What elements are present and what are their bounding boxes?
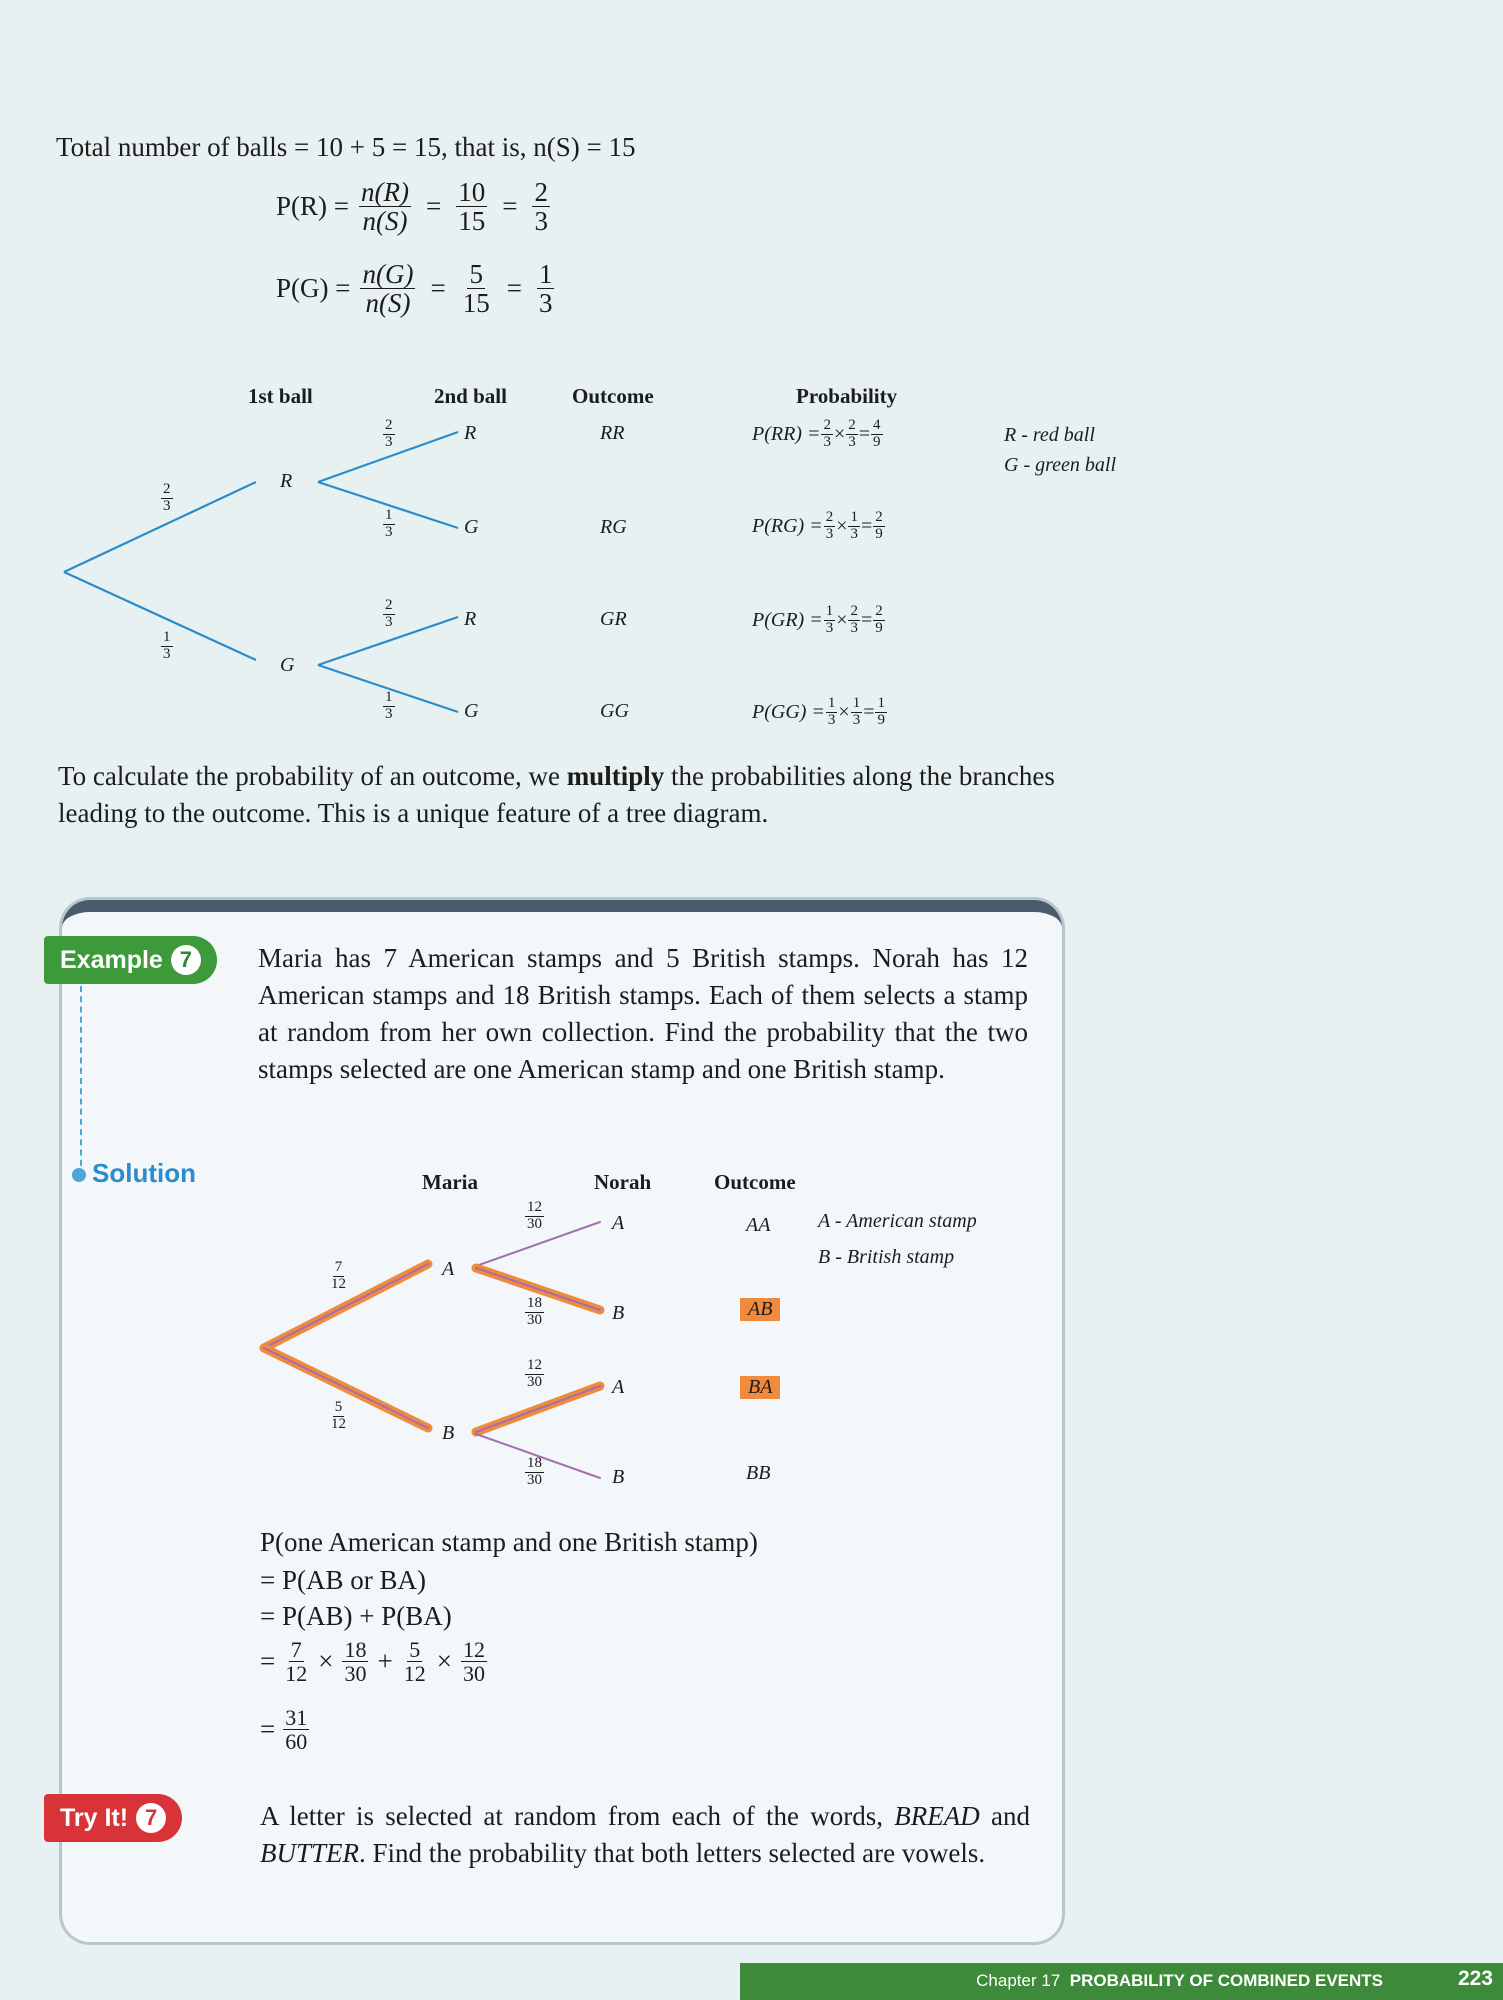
legend-green-ball: G - green ball <box>1004 454 1117 476</box>
legend-american: A - American stamp <box>818 1210 977 1232</box>
branch-prob-rg: $\frac{1}{3}$ <box>385 507 393 540</box>
branch-prob-rr: $\frac{2}{3}$ <box>385 417 393 450</box>
header-outcome: Outcome <box>572 384 654 408</box>
pr-frac-1: $\frac{n(R)}{n(S)}$ <box>360 177 409 237</box>
header-2nd-ball: 2nd ball <box>434 384 507 408</box>
row1-probability: P(RR) = $\frac{2}{3}$ × $\frac{2}{3}$ = $\frac{4}{9}$ <box>752 417 881 450</box>
node-g: G <box>280 654 295 676</box>
row2-probability: P(RG) = $\frac{2}{3}$ × $\frac{1}{3}$ = $\frac{2}{9}$ <box>752 509 883 542</box>
pr-lhs: P(R) = <box>276 191 349 222</box>
row2-outcome: RG <box>600 516 627 538</box>
node-a: A <box>442 1258 455 1280</box>
row3-probability: P(GR) = $\frac{1}{3}$ × $\frac{2}{3}$ = $\frac{2}{9}$ <box>752 603 883 636</box>
working-line-5: = $\frac{31}{60}$ <box>260 1705 308 1755</box>
page-footer <box>740 1963 1503 2000</box>
branch-prob-maria-a: $\frac{7}{12}$ <box>331 1259 346 1292</box>
solution-label: Solution <box>92 1158 196 1188</box>
working-line-3: = P(AB) + P(BA) <box>260 1601 452 1631</box>
pr-frac-3: $\frac{2}{3}$ <box>534 177 548 237</box>
row-ab-end: B <box>612 1302 625 1324</box>
legend-british: B - British stamp <box>818 1246 955 1268</box>
row-aa-end: A <box>612 1212 625 1234</box>
pr-frac-2: $\frac{10}{15}$ <box>458 177 486 237</box>
row-aa-outcome: AA <box>746 1214 771 1236</box>
branch-prob-ab: $\frac{18}{30}$ <box>527 1295 542 1328</box>
working-line-2: = P(AB or BA) <box>260 1565 426 1595</box>
node-r: R <box>280 470 293 492</box>
row3-end: R <box>464 608 477 630</box>
branch-prob-gr: $\frac{2}{3}$ <box>385 597 393 630</box>
row4-probability: P(GG) = $\frac{1}{3}$ × $\frac{1}{3}$ = $\frac{1}{9}$ <box>752 695 885 728</box>
try-it-question: A letter is selected at random from each of the words, BREAD and BUTTER. Find the probability that both letters selected are vowels. <box>260 1801 1030 1868</box>
working-line-1: P(one American stamp and one British stamp) <box>260 1527 758 1557</box>
pg-frac-2: $\frac{5}{15}$ <box>462 259 490 319</box>
try-it-tag: Try It! 7 <box>44 1794 182 1842</box>
row-ba-end: A <box>612 1376 625 1398</box>
header-probability: Probability <box>796 384 898 408</box>
total-balls-line: Total number of balls = 10 + 5 = 15, that is, n(S) = 15 <box>56 132 636 162</box>
branch-prob-first-r: $\frac{2}{3}$ <box>163 481 171 514</box>
header-maria: Maria <box>422 1170 478 1194</box>
header-norah: Norah <box>594 1170 652 1194</box>
header-1st-ball: 1st ball <box>248 384 313 408</box>
branch-prob-aa: $\frac{12}{30}$ <box>527 1199 542 1232</box>
row2-end: G <box>464 516 479 538</box>
try-it-number-badge: 7 <box>136 1803 166 1833</box>
pg-lhs: P(G) = <box>276 273 351 304</box>
row4-end: G <box>464 700 479 722</box>
header-outcome-2: Outcome <box>714 1170 796 1194</box>
pg-frac-3: $\frac{1}{3}$ <box>538 259 553 319</box>
example-number-badge: 7 <box>171 945 201 975</box>
footer-chapter: Chapter 17 PROBABILITY OF COMBINED EVENTS <box>976 1971 1383 1990</box>
branch-prob-maria-b: $\frac{5}{12}$ <box>331 1399 346 1432</box>
example-tag: Example 7 <box>44 936 217 984</box>
row1-end: R <box>464 422 477 444</box>
working-line-4: = $\frac{7}{12}$ × $\frac{18}{30}$ + $\frac{5}{12}$ × $\frac{12}{30}$ <box>260 1637 485 1687</box>
branch-prob-bb: $\frac{18}{30}$ <box>527 1455 542 1488</box>
branch-prob-first-g: $\frac{1}{3}$ <box>163 629 171 662</box>
row-ba-outcome-highlighted: BA <box>740 1376 780 1399</box>
branch-prob-ba: $\frac{12}{30}$ <box>527 1357 542 1390</box>
legend-red-ball: R - red ball <box>1004 424 1095 446</box>
row-ab-outcome-highlighted: AB <box>740 1298 780 1321</box>
example-question: Maria has 7 American stamps and 5 British stamps. Norah has 12 American stamps and 18 British stamps. Each of them selects a stamp at random from her own collection. Find the probability that the two stamps selected are one American stamp and one British stamp. <box>258 943 1028 1084</box>
branch-prob-gg: $\frac{1}{3}$ <box>385 689 393 722</box>
multiply-paragraph: To calculate the probability of an outcome, we multiply the probabilities along the branches leading to the outcome. This is a unique feature of a tree diagram. <box>58 761 1055 828</box>
row4-outcome: GG <box>600 700 629 722</box>
row3-outcome: GR <box>600 608 627 630</box>
row-bb-end: B <box>612 1466 625 1488</box>
pg-frac-1: $\frac{n(G)}{n(S)}$ <box>362 259 414 319</box>
probability-red-equation: P(R) = $\frac{n(R)}{n(S)}$ = $\frac{10}{15}$ = $\frac{2}{3}$ <box>276 177 548 237</box>
row1-outcome: RR <box>600 422 625 444</box>
node-b: B <box>442 1422 455 1444</box>
page-number: 223 <box>1457 1967 1493 1990</box>
row-bb-outcome: BB <box>746 1462 771 1484</box>
probability-green-equation: P(G) = $\frac{n(G)}{n(S)}$ = $\frac{5}{15}$ = $\frac{1}{3}$ <box>276 259 553 319</box>
